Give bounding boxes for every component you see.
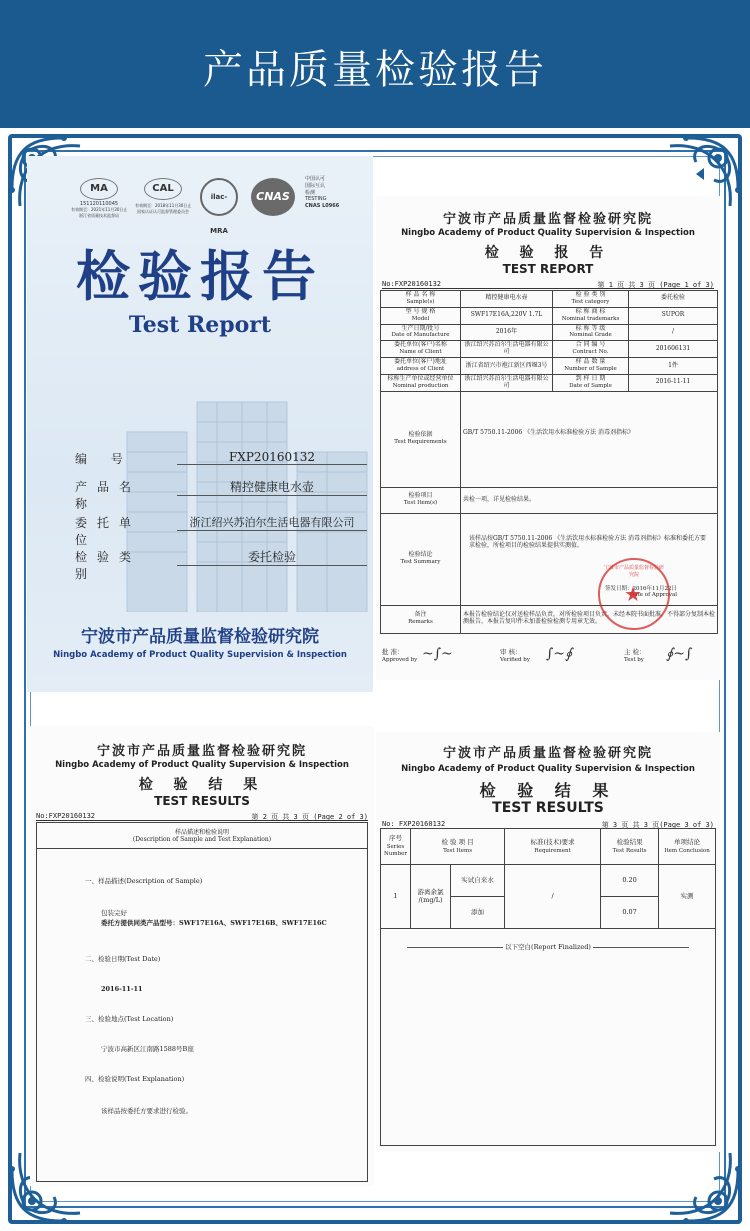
header-banner — [0, 0, 750, 128]
results-title-en: TEST RESULTS — [492, 800, 604, 816]
ilac-mra-logo: ilac-MRA — [197, 178, 241, 216]
test-results-table — [380, 828, 716, 929]
section-test-explanation: 四、检验说明(Test Explanation) — [85, 1075, 185, 1083]
cover-field-product: 产品名称 精控健康电水壶 — [75, 478, 159, 512]
table-row: 检验依据 Test Requirements GB/T 5750.11-2006 《生活饮用水标准检验方法 消毒剂指标》 — [381, 391, 718, 487]
report-number: No: FXP20160132 — [382, 820, 446, 828]
table-row: 添加 0.07 — [381, 897, 716, 929]
table-row: 1 游离余氯 /(mg/L) 实试自来水 / 0.20 实测 — [381, 865, 716, 897]
cover-field-number: 编 号 FXP20160132 — [75, 450, 159, 467]
section-sample-description: 一、样品描述(Description of Sample) — [85, 877, 203, 885]
verifier-signature: ∫~∮ — [546, 646, 573, 662]
cma-cert-mark: MA 151120110045 有效期至：2021年11月30日止 浙江省质量技术监督局 — [71, 178, 127, 219]
cover-institute-en: Ningbo Academy of Product Quality Supervision & Inspection — [53, 650, 347, 660]
section-test-location: 三、检验地点(Test Location) — [85, 1015, 174, 1023]
report-page-2 — [30, 726, 374, 1186]
report-number: No:FXP20160132 — [382, 280, 442, 288]
table-header-row: 序号 Series Number 检 验 项 目 Test Items 标准(技术)要求 Requirement 检验结果 Test Results 单项结论 Item Conclusion — [381, 829, 716, 865]
table-row: 生产日期/批号 Date of Manufacture 2016年 标 称 等 级 Nominal Grade / — [381, 324, 718, 341]
table-row: 委托单位(客户)地址 address of Client 浙江省绍兴市袍江新区西堰3号 样 品 数 量 Number of Sample 1件 — [381, 358, 718, 375]
report-page-3 — [376, 732, 720, 1152]
tested-by-label: 主 检： Test by — [624, 648, 646, 664]
table-row: 备注 Remarks 本报告检验结论仅对送检样品负责，对所检验项目负责。未经本院书面批准，不得部分复制本检测报告，本报告复印件未加盖检验检测专用章无效。 — [381, 605, 718, 633]
description-header: 样品描述和检验说明 (Description of Sample and Test Explanation) — [37, 823, 367, 849]
table-row: 标称生产单位或经营单位 Nominal production 浙江绍兴苏泊尔生活电器有限公司 到 样 日 期 Date of Sample 2016-11-11 — [381, 374, 718, 391]
report-end-note: 以下空白(Report Finalized) — [386, 942, 710, 951]
cover-title-en: Test Report — [128, 312, 272, 338]
results-title-en: TEST RESULTS — [154, 794, 250, 808]
cover-institute-cn: 宁波市产品质量监督检验研究院 — [81, 627, 319, 647]
verified-by-label: 审 核： Verified by — [500, 648, 530, 664]
cover-field-client: 委托单位 浙江绍兴苏泊尔生活电器有限公司 — [75, 514, 159, 548]
page-indicator: 第 1 页 共 3 页 (Page 1 of 3) — [597, 281, 714, 289]
sample-description-box: 样品描述和检验说明 (Description of Sample and Test Explanation) 一、样品描述(Description of Sample) 包装完好 委托方提供同类产品型号：SWF17E16A、SWF17E16B、SWF17E16C 二、检验日期(Test Date) 2016-11-11 三、检验地点(Test Location) 宁波市高新区江南路1588号B座 四、检验说明(Test Explanation) 该样品按委托方要求进行检验。 — [36, 822, 368, 1182]
report-page-1 — [376, 196, 720, 680]
corner-ornament-icon — [656, 1139, 748, 1231]
page-indicator: 第 2 页 共 3 页 (Page 2 of 3) — [251, 813, 368, 821]
table-row: 委托单位(客户)名称 Name of Client 浙江绍兴苏泊尔生活电器有限公司 合 同 编 号 Contract No. 201606131 — [381, 341, 718, 358]
table-row: 检验结论 Test Summary 该样品按GB/T 5750.11-2006 《生活饮用水标准检验方法 消毒剂指标》标准和委托方要求检验，所检项目的检验结果提供实测值。 签发日期：2016年11月22日 Date of Approval — [381, 513, 718, 605]
cnas-logo: CNAS — [247, 178, 299, 216]
table-row: 型 号 规 格 Model SWF17E16A,220V 1.7L 标 称 商 标 Nominal trademarks SUPOR — [381, 307, 718, 324]
report-cover — [27, 156, 373, 692]
cnas-testing-label: 中国认可 国际互认 检测 TESTING CNAS L0966 — [305, 176, 340, 209]
report-number: No:FXP20160132 — [36, 812, 96, 820]
section-test-date: 二、检验日期(Test Date) — [85, 955, 161, 963]
page-title: 产品质量检验报告 — [203, 47, 547, 93]
table-row: 检验项目 Test Item(s) 共检一项，详见检验结果。 — [381, 487, 718, 513]
cal-cert-mark: CAL 有效期至：2018年11月30日止 国家认证认可监督管理委员会 — [135, 178, 191, 215]
report-title-en: TEST REPORT — [502, 262, 594, 276]
table-row: 样 品 名 称 Sample(s) 精控健康电水壶 检 验 类 别 Test category 委托检验 — [381, 291, 718, 308]
header-rule — [382, 288, 714, 289]
results-title-cn: 检 验 结 果 — [138, 777, 266, 793]
approved-by-label: 批 准： Approved by — [382, 648, 418, 664]
header-rule — [36, 820, 368, 821]
tester-signature: ∮~∫ — [666, 646, 693, 662]
official-seal-stamp: 宁波市产品质量监督检验研究院 ★ — [598, 558, 670, 630]
institute-name-en: Ningbo Academy of Product Quality Supervision & Inspection — [55, 760, 349, 770]
institute-name-en: Ningbo Academy of Product Quality Supervision & Inspection — [401, 764, 695, 774]
cover-field-category: 检验类别 委托检验 — [75, 548, 159, 582]
results-title-cn: 检 验 结 果 — [479, 781, 617, 800]
institute-name-cn: 宁波市产品质量监督检验研究院 — [96, 744, 307, 759]
page-indicator: 第 3 页 共 3 页(Page 3 of 3) — [601, 821, 714, 829]
approval-date: 签发日期：2016年11月22日 Date of Approval — [605, 586, 677, 599]
institute-name-en: Ningbo Academy of Product Quality Supervision & Inspection — [401, 228, 695, 238]
approver-signature: ~∫~ — [422, 646, 453, 662]
cover-title-cn: 检验报告 — [76, 244, 324, 308]
institute-name-cn: 宁波市产品质量监督检验研究院 — [442, 746, 653, 761]
institute-name-cn: 宁波市产品质量监督检验研究院 — [442, 212, 653, 227]
report-title-cn: 检 验 报 告 — [484, 245, 612, 261]
